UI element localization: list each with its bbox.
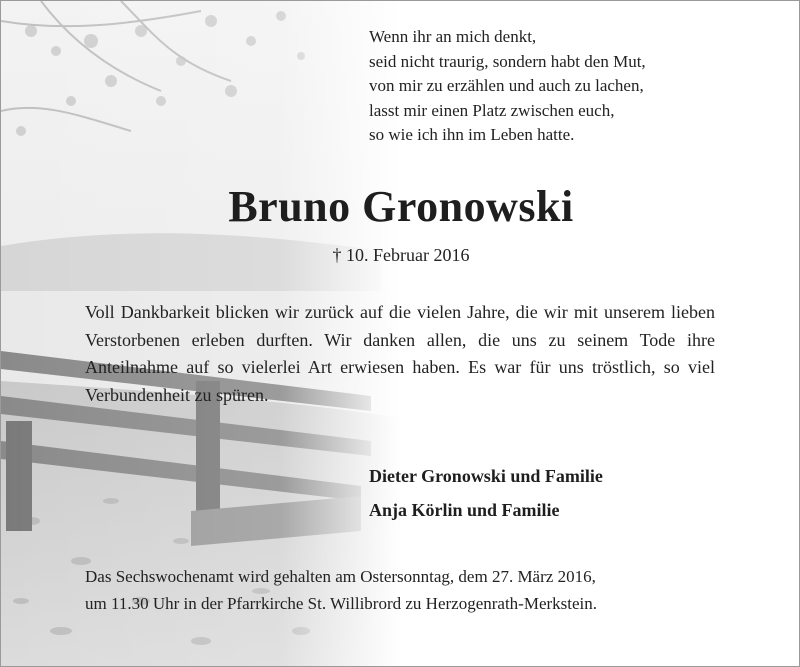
- mourner-name: Anja Körlin und Familie: [369, 500, 560, 520]
- service-line: um 11.30 Uhr in der Pfarrkirche St. Willibrord zu Herzogenrath-Merkstein.: [85, 594, 598, 613]
- mourner-name: Dieter Gronowski und Familie: [369, 466, 603, 486]
- poem-line: seid nicht traurig, sondern habt den Mut,: [369, 51, 646, 71]
- poem-line: von mir zu erzählen und auch zu lachen,: [369, 76, 644, 95]
- poem: [369, 25, 789, 148]
- poem-line: Wenn ihr an mich denkt,: [369, 27, 537, 46]
- death-date: † 10. Februar 2016: [332, 245, 470, 265]
- service-line: Das Sechswochenamt wird gehalten am Ostersonntag, dem 27. März 2016,: [85, 567, 596, 586]
- memorial-service-info: [85, 563, 745, 617]
- mourners-list: [369, 459, 769, 527]
- poem-line: lasst mir einen Platz zwischen euch,: [369, 100, 615, 120]
- deceased-name: Bruno Gronowski: [228, 182, 574, 231]
- poem-line: so wie ich ihn im Leben hatte.: [369, 125, 575, 144]
- gratitude-text: Voll Dankbarkeit blicken wir zurück auf die vielen Jahre, die wir mit unserem lieben Verstorbenen erleben durften. Wir danken allen, die uns zu seinem Tode ihre Anteilnahme auf so vielerlei Art erwiesen haben. Es war für uns tröstlich, so viel Verbundenheit zu spüren.: [85, 302, 715, 405]
